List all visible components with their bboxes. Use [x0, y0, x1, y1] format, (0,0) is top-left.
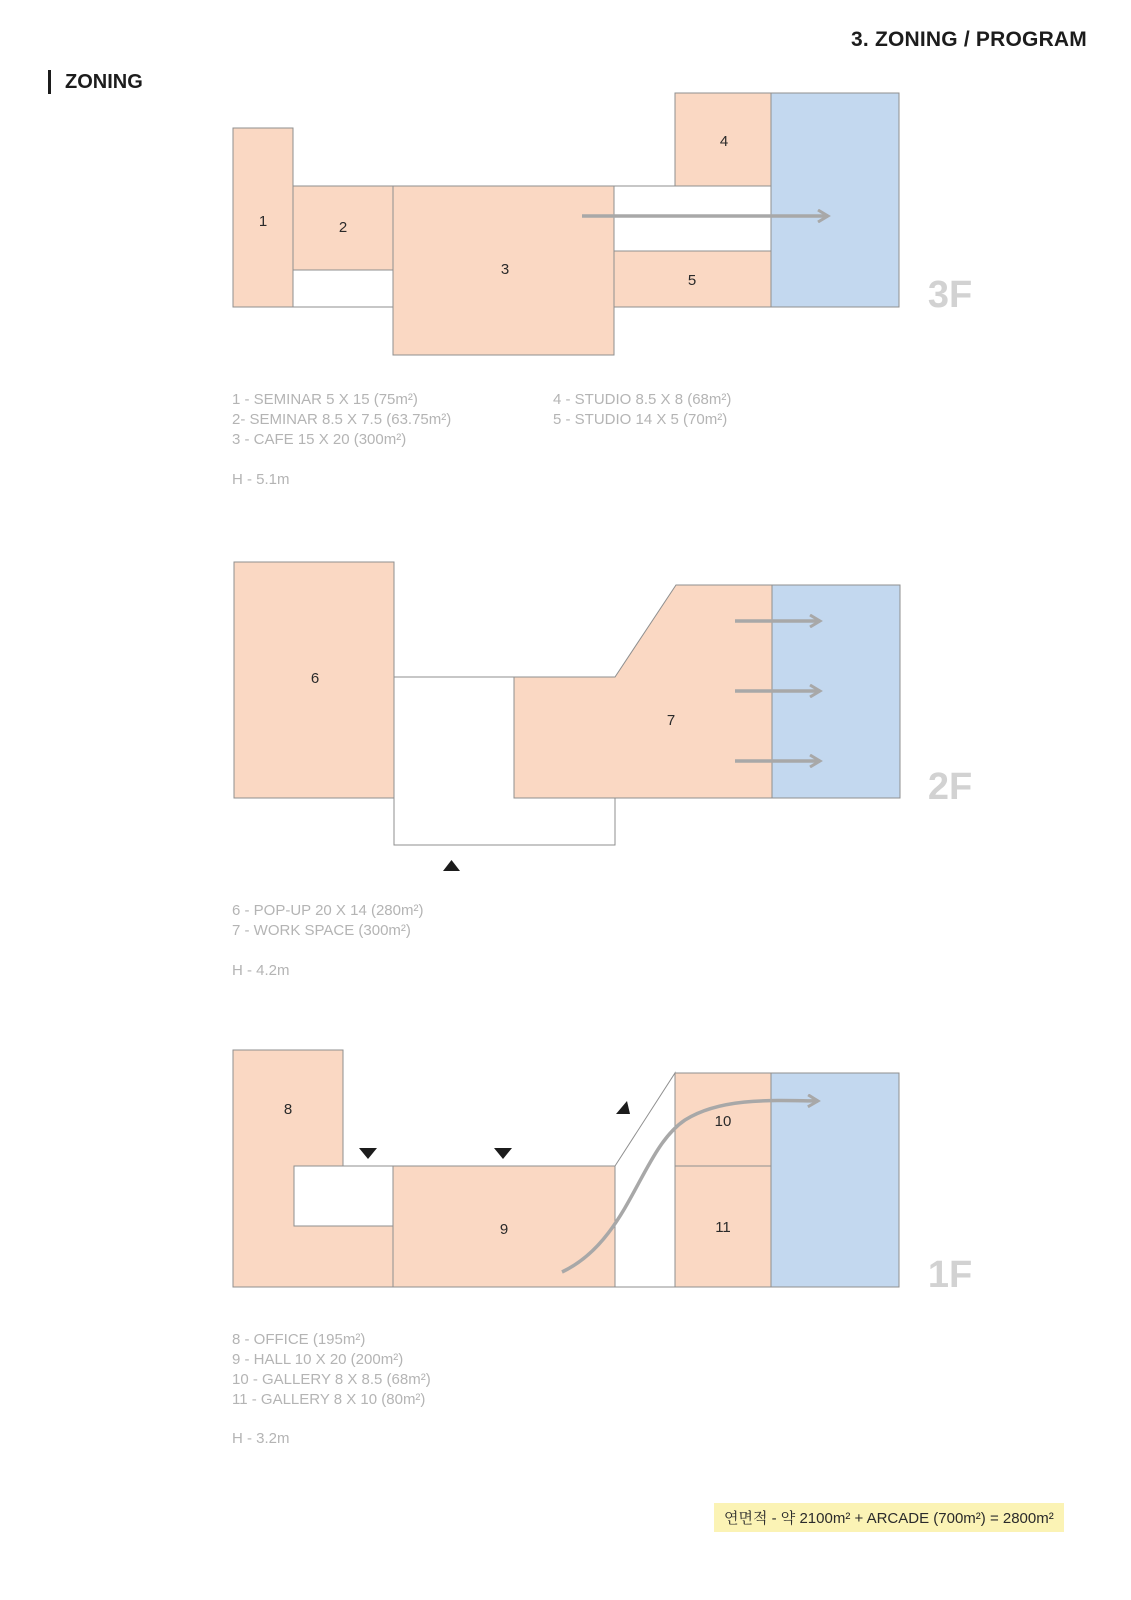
room-label-3: 3: [500, 261, 510, 278]
floor-3f-plan: [233, 93, 972, 355]
legend-item: 8 - OFFICE (195m²): [232, 1331, 366, 1348]
legend-item: 6 - POP-UP 20 X 14 (280m²): [232, 902, 424, 919]
section-title-zoning: ZONING: [48, 70, 143, 94]
legend-item: 2- SEMINAR 8.5 X 7.5 (63.75m²): [232, 411, 452, 428]
legend-item: 5 - STUDIO 14 X 5 (70m²): [553, 411, 728, 428]
entrance-marker-1f-a: [359, 1148, 377, 1159]
room-label-1: 1: [258, 213, 268, 230]
floor-label-1f: 1F: [927, 1254, 973, 1296]
courtyard-1f: [294, 1166, 393, 1226]
legend-2f: [232, 901, 423, 941]
floor-2f-plan: [234, 562, 972, 871]
room-label-8: 8: [283, 1101, 293, 1118]
entrance-marker-2f: [443, 860, 460, 871]
legend-item: 3 - CAFE 15 X 20 (300m²): [232, 431, 407, 448]
page-title: 3. ZONING / PROGRAM: [851, 28, 1087, 51]
legend-item: 9 - HALL 10 X 20 (200m²): [232, 1351, 404, 1368]
corridor-3f-right: [614, 186, 771, 251]
entrance-marker-1f-b: [494, 1148, 512, 1159]
arcade-1f: [771, 1073, 899, 1287]
entrance-marker-1f-c: [616, 1101, 630, 1114]
room-label-5: 5: [687, 272, 697, 289]
legend-item: 11 - GALLERY 8 X 10 (80m²): [232, 1391, 426, 1408]
height-note-2f: H - 4.2m: [232, 962, 290, 979]
legend-3f-right: [553, 390, 731, 430]
legend-item: 1 - SEMINAR 5 X 15 (75m²): [232, 391, 418, 408]
legend-item: 10 - GALLERY 8 X 8.5 (68m²): [232, 1371, 431, 1388]
height-note-1f: H - 3.2m: [232, 1430, 290, 1447]
height-note-3f: H - 5.1m: [232, 471, 290, 488]
legend-item: 4 - STUDIO 8.5 X 8 (68m²): [553, 391, 732, 408]
room-label-4: 4: [719, 133, 729, 150]
room-label-10: 10: [714, 1113, 732, 1130]
total-floor-area-note: 연면적 - 약 2100m² + ARCADE (700m²) = 2800m²: [714, 1503, 1064, 1532]
arcade-3f: [771, 93, 899, 307]
floor-label-2f: 2F: [927, 766, 973, 808]
room-label-2: 2: [338, 219, 348, 236]
floor-1f-plan: [233, 1050, 972, 1296]
legend-1f: [232, 1330, 431, 1410]
room-7: [514, 585, 772, 798]
legend-3f-left: [232, 390, 451, 450]
legend-item: 7 - WORK SPACE (300m²): [232, 922, 411, 939]
room-label-7: 7: [666, 712, 676, 729]
room-label-9: 9: [499, 1221, 509, 1238]
floor-label-3f: 3F: [927, 274, 973, 316]
room-label-11: 11: [715, 1219, 731, 1236]
room-label-6: 6: [310, 670, 320, 687]
corridor-3f-left: [293, 270, 393, 307]
